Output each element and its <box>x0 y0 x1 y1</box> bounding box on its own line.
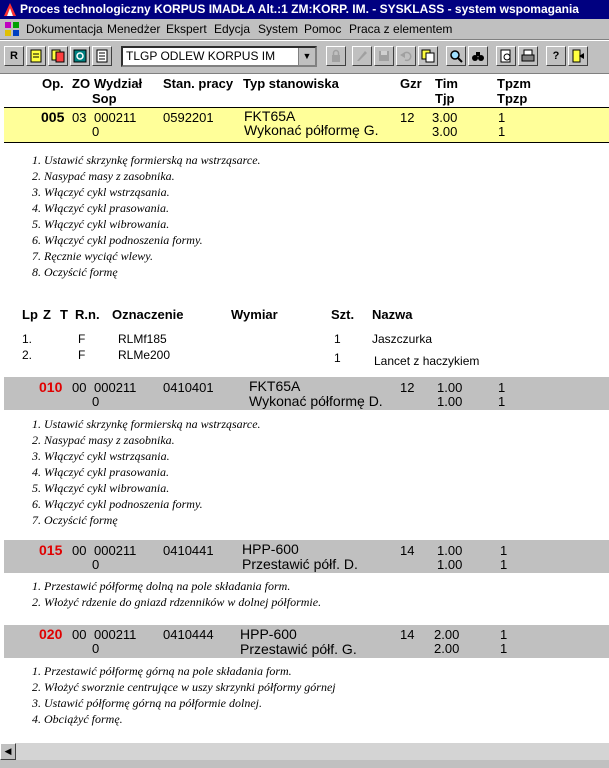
op-typ: FKT65A <box>244 108 296 124</box>
op-desc: Wykonać półformę D. <box>249 393 383 409</box>
step-text: 2. Nasypać masy z zasobnika. <box>32 433 175 447</box>
op-number: 015 <box>39 542 63 558</box>
op-gzr: 12 <box>400 110 415 125</box>
op-zo: 03 <box>72 110 87 125</box>
op-typ: HPP-600 <box>242 541 299 557</box>
op-tpzp: 1 <box>498 394 506 409</box>
list-icon[interactable] <box>92 46 112 66</box>
op-gzr: 14 <box>400 627 415 642</box>
scroll-left-icon[interactable]: ◀ <box>0 743 16 760</box>
op-gzr: 14 <box>400 543 415 558</box>
op-typ: FKT65A <box>249 378 301 394</box>
tool-rn: F <box>78 348 86 362</box>
op-wydzial: 000211 <box>94 110 137 125</box>
op-tjp: 1.00 <box>437 557 463 572</box>
document-icon[interactable] <box>26 46 46 66</box>
help-button[interactable]: ? <box>546 46 566 66</box>
op-tim: 2.00 <box>434 627 460 642</box>
step-text: 4. Włączyć cykl prasowania. <box>32 465 169 479</box>
menu-pomoc[interactable]: Pomoc <box>304 22 342 36</box>
op-desc: Przestawić półf. D. <box>242 556 358 572</box>
menu-system[interactable]: System <box>258 22 299 36</box>
op-sop: 0 <box>92 641 100 656</box>
op-gzr: 12 <box>400 380 415 395</box>
undo-icon[interactable] <box>396 46 416 66</box>
header-wydzial: Wydział <box>94 76 143 91</box>
step-text: 7. Oczyścić formę <box>32 513 118 527</box>
chevron-down-icon[interactable]: ▼ <box>298 48 315 65</box>
tools-header-nazwa: Nazwa <box>372 307 413 322</box>
menu-dokumentacja[interactable]: Dokumentacja <box>26 22 103 36</box>
pages-icon[interactable] <box>48 46 68 66</box>
op-sop: 0 <box>92 557 100 572</box>
op-number: 005 <box>41 109 65 125</box>
op-tjp: 2.00 <box>434 641 460 656</box>
header-tpzm: Tpzm <box>497 76 531 91</box>
document-view[interactable] <box>0 73 609 743</box>
op-zo: 00 <box>72 543 87 558</box>
header-op: Op. <box>42 76 64 91</box>
step-text: 1. Przestawić półformę górną na pole składania form. <box>32 664 292 678</box>
op-tim: 1.00 <box>437 380 463 395</box>
step-text: 3. Włączyć cykl wstrząsania. <box>32 449 170 463</box>
tools-header-lp: Lp <box>22 307 38 322</box>
op-wydzial: 000211 <box>94 627 137 642</box>
exit-icon[interactable] <box>568 46 588 66</box>
op-tjp: 1.00 <box>437 394 463 409</box>
header-tpzp: Tpzp <box>497 91 528 106</box>
window-title: Proces technologiczny KORPUS IMADŁA Alt.:1 ZM:KORP. IM. - SYSKLASS - system wspomagania <box>20 2 579 16</box>
op-stan: 0410441 <box>163 543 214 558</box>
tools-header-t: T <box>60 307 68 322</box>
tools-header-oznaczenie: Oznaczenie <box>112 307 184 322</box>
tool-szt: 1 <box>334 351 341 365</box>
tool-nazwa: Lancet z haczykiem <box>374 354 480 368</box>
header-stan: Stan. pracy <box>163 76 234 91</box>
op-stan: 0410444 <box>163 627 214 642</box>
op-stan: 0592201 <box>163 110 214 125</box>
step-text: 5. Włączyć cykl wibrowania. <box>32 217 170 231</box>
op-sop: 0 <box>92 124 100 139</box>
menu-menedzer[interactable]: Menedżer <box>107 22 161 36</box>
op-wydzial: 000211 <box>94 543 137 558</box>
step-text: 3. Ustawić półformę górną na półformie dolnej. <box>32 696 262 710</box>
step-text: 1. Przestawić półformę dolną na pole składania form. <box>32 579 291 593</box>
op-number: 020 <box>39 626 63 642</box>
refresh-icon[interactable] <box>70 46 90 66</box>
toolbar <box>0 40 609 74</box>
step-text: 4. Włączyć cykl prasowania. <box>32 201 169 215</box>
tool-oznaczenie[interactable]: RLMe200 <box>118 348 171 362</box>
op-tpzm: 1 <box>498 110 506 125</box>
step-text: 2. Włożyć sworznie centrujące w uszy skrzynki półformy górnej <box>32 680 336 694</box>
r-button[interactable]: R <box>4 46 24 66</box>
search-icon[interactable] <box>446 46 466 66</box>
header-gzr: Gzr <box>400 76 422 91</box>
tool-lp: 2. <box>22 348 33 362</box>
header-tjp: Tjp <box>435 91 455 106</box>
tool-szt: 1 <box>334 332 341 346</box>
tool-nazwa: Jaszczurka <box>372 332 433 346</box>
document-select[interactable] <box>121 46 317 67</box>
tools-header-rn: R.n. <box>75 307 100 322</box>
op-tjp: 3.00 <box>432 124 458 139</box>
system-menu-icon[interactable] <box>4 21 20 37</box>
op-tim: 3.00 <box>432 110 458 125</box>
step-text: 1. Ustawić skrzynkę formierską na wstrząsarce. <box>32 153 261 167</box>
status-bar <box>0 760 609 768</box>
op-tpzm: 1 <box>500 543 508 558</box>
tools-header-wymiar: Wymiar <box>231 307 278 322</box>
step-text: 7. Ręcznie wyciąć wlewy. <box>32 249 153 263</box>
op-typ: HPP-600 <box>240 626 297 642</box>
save-icon[interactable] <box>374 46 394 66</box>
menu-praca-z-elementem[interactable]: Praca z elementem <box>349 22 453 36</box>
step-text: 6. Włączyć cykl podnoszenia formy. <box>32 497 203 511</box>
op-number: 010 <box>39 379 63 395</box>
header-zo: ZO <box>72 76 91 91</box>
document-select-value: TLGP ODLEW KORPUS IM <box>126 49 276 63</box>
menu-bar <box>0 19 609 40</box>
step-text: 5. Włączyć cykl wibrowania. <box>32 481 170 495</box>
step-text: 3. Włączyć cykl wstrząsania. <box>32 185 170 199</box>
op-tpzp: 1 <box>498 124 506 139</box>
copy-icon[interactable] <box>418 46 438 66</box>
edit-icon[interactable] <box>352 46 372 66</box>
menu-ekspert[interactable]: Ekspert <box>166 22 207 36</box>
print-icon[interactable] <box>518 46 538 66</box>
lock-icon[interactable] <box>326 46 346 66</box>
binoculars-icon[interactable] <box>468 46 488 66</box>
step-text: 6. Włączyć cykl podnoszenia formy. <box>32 233 203 247</box>
app-logo-icon <box>2 2 18 17</box>
step-text: 2. Włożyć rdzenie do gniazd rdzenników w dolnej półformie. <box>32 595 322 609</box>
tool-oznaczenie[interactable]: RLMf185 <box>118 332 167 346</box>
horizontal-scrollbar[interactable] <box>0 743 609 760</box>
op-stan: 0410401 <box>163 380 214 395</box>
tool-lp: 1. <box>22 332 33 346</box>
header-sop: Sop <box>92 91 117 106</box>
header-tim: Tim <box>435 76 458 91</box>
op-sop: 0 <box>92 394 100 409</box>
op-tpzp: 1 <box>500 641 508 656</box>
op-zo: 00 <box>72 380 87 395</box>
step-text: 2. Nasypać masy z zasobnika. <box>32 169 175 183</box>
step-text: 4. Obciążyć formę. <box>32 712 123 726</box>
op-tim: 1.00 <box>437 543 463 558</box>
step-text: 8. Oczyścić formę <box>32 265 118 279</box>
tools-header-z: Z <box>43 307 51 322</box>
op-zo: 00 <box>72 627 87 642</box>
op-tpzp: 1 <box>500 557 508 572</box>
op-wydzial: 000211 <box>94 380 137 395</box>
header-typ: Typ stanowiska <box>243 76 339 91</box>
op-desc: Wykonać półformę G. <box>244 122 379 138</box>
title-bar[interactable] <box>0 0 609 19</box>
op-desc: Przestawić półf. G. <box>240 641 357 657</box>
menu-edycja[interactable]: Edycja <box>214 22 251 36</box>
tool-rn: F <box>78 332 86 346</box>
print-preview-icon[interactable] <box>496 46 516 66</box>
op-tpzm: 1 <box>498 380 506 395</box>
step-text: 1. Ustawić skrzynkę formierską na wstrząsarce. <box>32 417 261 431</box>
tools-header-szt: Szt. <box>331 307 355 322</box>
op-tpzm: 1 <box>500 627 508 642</box>
